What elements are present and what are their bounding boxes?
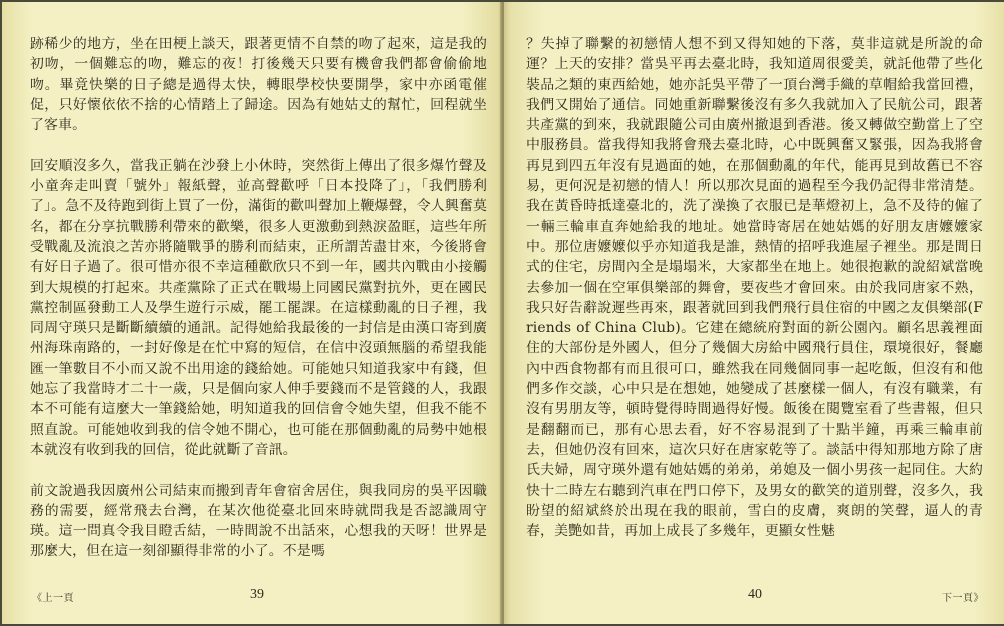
next-page-link[interactable]: 下一頁》 [942,593,984,604]
paragraph: 回安順沒多久，當我正躺在沙發上小休時，突然街上傳出了很多爆竹聲及小童奔走叫賣「號外」報紙聲，並高聲歡呼「日本投降了」，「我們勝利了」。急不及待跑到街上買了一份，滿街的歡叫聲加上鞭爆聲，令人興奮莫名，都在分享抗戰勝利帶來的歡樂，很多人更激動到熱淚盈眶，這些年所受戰亂及流浪之苦亦將隨戰爭的勝利而結束，正所謂苦盡甘來，今後將會有好日子過了。很可惜亦很不幸這種歡欣只不到一年，國共內戰由小接觸到大規模的打起來。共產黨除了正式在戰場上同國民黨對抗外，更在國民黨控制區發動工人及學生遊行示威，罷工罷課。在這樣動亂的日子裡，我同周守瑛只是斷斷續續的通訊。記得她給我最後的一封信是由漢口寄到廣州海珠南路的，一封好像是在忙中寫的短信，在信中沒頭無腦的希望我能匯一筆數目不小而又說不出用途的錢給她。可能她只知道我家中有錢，但她忘了我當時才二十一歲，只是個向家人伸手要錢而不是管錢的人，我跟本不可能有這麼大一筆錢給她，明知道我的回信會令她失望，但我不能不照直說。可能她收到我的信令她不開心，也可能在那個動亂的局勢中她根本就沒有收到我的回信，從此就斷了音訊。 [30,157,487,458]
page-number: 39 [250,587,264,602]
left-page-text [30,34,487,582]
paragraph: 前文說過我因廣州公司結束而搬到青年會宿舍居住，與我同房的吳平因職務的需要，經常飛去台灣，在某次他從臺北回來時就問我是否認識周守瑛。這一問真令我目瞪舌結，一時間說不出話來，心想我的天呀！世界是那麼大，但在這一刻卻顯得非常的小了。不是嗎 [30,482,487,560]
right-page [504,2,1004,624]
right-page-text [526,34,983,562]
paragraph: ？失掉了聯繫的初戀情人想不到又得知她的下落，莫非這就是所說的命運？上天的安排？當吳平再去臺北時，我知道周很愛美，就託他帶了些化裝品之類的東西給她，她亦託吳平帶了一頂台灣手織的草帽給我當回禮，我們又開始了通信。同她重新聯繫後沒有多久我就加入了民航公司，跟著共產黨的到來，我就跟隨公司由廣州撤退到香港。後又轉做空勤當上了空中服務員。當我得知我將會飛去臺北時，心中既興奮又緊張，因為我將會再見到四五年沒有見過面的她，在那個動亂的年代，能再見到故舊已不容易，更何況是初戀的情人！所以那次見面的過程至今我仍記得非常清楚。我在黃昏時抵達臺北的，洗了澡換了衣服已是華燈初上，急不及待的僱了一輛三輪車直奔她給我的地址。她當時寄居在她姑媽的好朋友唐嬤嬤家中。那位唐嬤嬤似乎亦知道我是誰，熱情的招呼我進屋子裡坐。那是間日式的住宅，房間內全是塌塌米，大家都坐在地上。她很抱歉的說紹斌當晚去參加一個在空軍俱樂部的舞會，要夜些才會回來。由於我同唐家不熟，我只好告辭說遲些再來，跟著就回到我們飛行員住宿的中國之友俱樂部(Friends of China Club)。它建在總統府對面的新公園內。顧名思義裡面住的大部份是外國人，但分了幾個大房給中國飛行員住，環境很好，餐廳內中西食物都有而且很可口，雖然我在同幾個同事一起吃飯，但沒有和他們多作交談，心中只是在想她，她變成了甚麼樣一個人，有沒有職業，有沒有男朋友等，頓時覺得時間過得好慢。飯後在閱覽室看了些書報，但只是翻翻而已，那有心思去看，好不容易混到了十點半鐘，再乘三輪車前去，但她仍沒有回來，這次只好在唐家乾等了。談話中得知那地方除了唐氏夫婦，周守瑛外還有她姑媽的弟弟，弟媳及一個小男孩一起同住。大約快十二時左右聽到汽車在門口停下，及男女的歡笑的道別聲，沒多久，我盼望的紹斌終於出現在我的眼前，雪白的皮膚，爽朗的笑聲，逼人的青春，美艷如昔，再加上成長了多幾年，更顯女性魅 [526,36,983,540]
previous-page-link[interactable]: 《上一頁 [32,593,74,604]
left-page [2,2,502,624]
paragraph: 跡稀少的地方，坐在田梗上談天，跟著更情不自禁的吻了起來，這是我的初吻，一個難忘的吻，難忘的夜！打後幾天只要有機會我們都會偷偷地吻。畢竟快樂的日子總是過得太快，轉眼學校快要開學，家中亦函電催促，只好懷依依不捨的心情踏上了歸途。因為有她姑丈的幫忙，回程就坐了客車。 [30,36,487,134]
page-number: 40 [748,587,762,602]
